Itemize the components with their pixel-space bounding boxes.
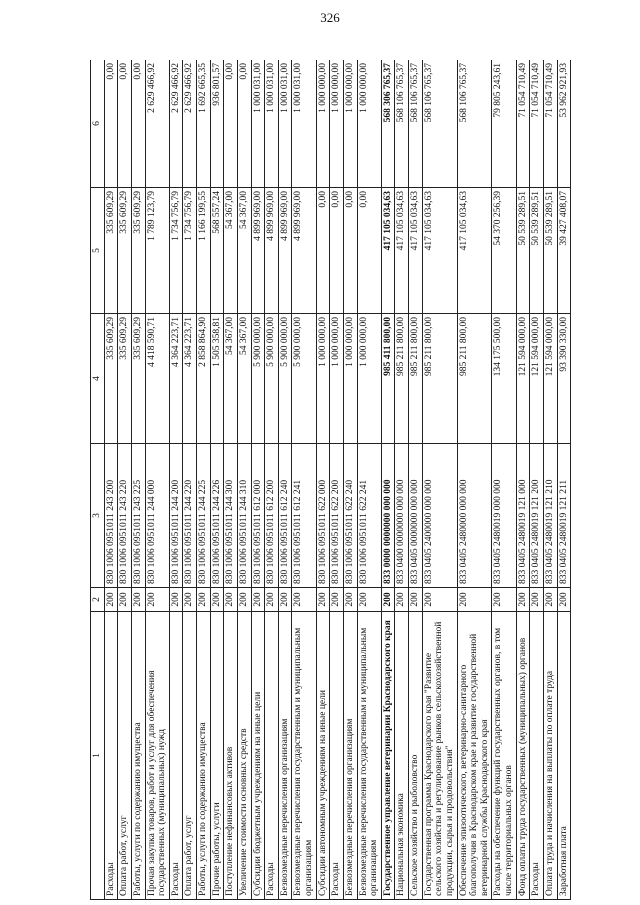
row-ved-cell: 200 <box>330 588 344 612</box>
row-amount-col6: 0,00 <box>131 60 145 188</box>
table-row <box>330 60 344 900</box>
row-amount-col4: 1 000 000,00 <box>343 314 357 444</box>
row-amount-col4: 2 858 864,90 <box>197 314 211 444</box>
row-name-cell: Прочие работы, услуги <box>210 612 224 900</box>
row-code-cell: 830 1006 0951011 612 200 <box>265 444 279 588</box>
row-amount-col6: 1 692 665,35 <box>197 60 211 188</box>
table-row <box>357 60 381 900</box>
table-row <box>422 60 457 900</box>
row-ved-cell: 200 <box>316 588 330 612</box>
row-code-cell: 830 1006 0951011 612 240 <box>278 444 292 588</box>
row-name-cell: Государственное управление ветеринарии Краснодарского края <box>381 612 395 900</box>
row-amount-col5: 568 557,24 <box>210 188 224 314</box>
row-amount-col6: 568 106 765,37 <box>395 60 409 188</box>
row-amount-col6: 1 000 000,00 <box>330 60 344 188</box>
row-amount-col5: 0,00 <box>330 188 344 314</box>
row-amount-col4: 985 211 800,00 <box>395 314 409 444</box>
row-amount-col6: 0,00 <box>118 60 132 188</box>
row-amount-col6: 1 000 031,00 <box>251 60 265 188</box>
row-amount-col4: 1 505 358,81 <box>210 314 224 444</box>
row-ved-cell: 200 <box>145 588 169 612</box>
row-name-cell: Безвозмездные перечисления государственным и муниципальным организациям <box>357 612 381 900</box>
row-amount-col5: 50 539 289,51 <box>543 188 557 314</box>
row-code-cell: 833 0405 2480000 000 000 <box>457 444 492 588</box>
row-code-cell: 830 1006 0951011 612 241 <box>292 444 316 588</box>
table-row <box>145 60 169 900</box>
row-ved-cell: 200 <box>557 588 571 612</box>
row-amount-col4: 54 367,00 <box>237 314 251 444</box>
row-amount-col4: 5 900 000,00 <box>265 314 279 444</box>
row-name-cell: Расходы на обеспечение функций государственных органов, в том числе территориальных органов <box>492 612 516 900</box>
rotated-table-container <box>90 60 610 900</box>
row-amount-col4: 4 364 223,71 <box>169 314 183 444</box>
row-ved-cell: 200 <box>422 588 457 612</box>
row-amount-col5: 1 734 756,79 <box>169 188 183 314</box>
row-ved-cell: 200 <box>516 588 530 612</box>
row-name-cell: Расходы <box>530 612 544 900</box>
table-row <box>557 60 571 900</box>
row-amount-col6: 2 629 466,92 <box>145 60 169 188</box>
header-col-1: 1 <box>91 612 105 900</box>
table-row <box>210 60 224 900</box>
row-ved-cell: 200 <box>118 588 132 612</box>
row-name-cell: Субсидии бюджетным учреждениям на иные цели <box>251 612 265 900</box>
rotated-table <box>90 60 610 900</box>
row-ved-cell: 200 <box>237 588 251 612</box>
row-amount-col6: 1 000 031,00 <box>278 60 292 188</box>
row-name-cell: Расходы <box>104 612 118 900</box>
row-amount-col5: 0,00 <box>357 188 381 314</box>
row-code-cell: 833 0405 2480019 121 200 <box>530 444 544 588</box>
header-col-3: 3 <box>91 444 105 588</box>
row-name-cell: Оплата работ, услуг <box>118 612 132 900</box>
row-amount-col4: 121 594 000,00 <box>516 314 530 444</box>
row-amount-col4: 54 367,00 <box>224 314 238 444</box>
row-ved-cell: 200 <box>395 588 409 612</box>
row-ved-cell: 200 <box>530 588 544 612</box>
table-row <box>409 60 423 900</box>
table-row <box>224 60 238 900</box>
table-row <box>265 60 279 900</box>
row-amount-col5: 335 609,29 <box>131 188 145 314</box>
row-amount-col5: 335 609,29 <box>118 188 132 314</box>
row-amount-col5: 1 789 123,79 <box>145 188 169 314</box>
row-code-cell: 830 1006 0951011 622 000 <box>316 444 330 588</box>
row-code-cell: 830 1006 0951011 244 220 <box>183 444 197 588</box>
row-amount-col5: 417 105 034,63 <box>395 188 409 314</box>
row-amount-col4: 93 390 330,00 <box>557 314 571 444</box>
row-amount-col5: 4 899 969,00 <box>292 188 316 314</box>
row-code-cell: 830 1006 0951011 243 200 <box>104 444 118 588</box>
row-name-cell: Субсидии автономным учреждениям на иные цели <box>316 612 330 900</box>
row-amount-col4: 1 000 000,00 <box>357 314 381 444</box>
row-code-cell: 830 1006 0951011 244 200 <box>169 444 183 588</box>
row-name-cell: Государственная программа Краснодарского края "Развитие сельского хозяйства и регулирование рынков сельскохозяйственной продукции, сырья и продовольствия" <box>422 612 457 900</box>
table-row <box>530 60 544 900</box>
row-ved-cell: 200 <box>265 588 279 612</box>
row-amount-col5: 4 899 969,00 <box>278 188 292 314</box>
row-name-cell: Обеспечение эпизоотического, ветеринарно-санитарного благополучия в Краснодарском крае и развитие государственной ветеринарной службы Краснодарского края <box>457 612 492 900</box>
row-amount-col6: 71 054 710,49 <box>516 60 530 188</box>
row-amount-col6: 1 000 031,00 <box>292 60 316 188</box>
row-name-cell: Работы, услуги по содержанию имущества <box>197 612 211 900</box>
row-amount-col5: 417 105 034,63 <box>409 188 423 314</box>
row-ved-cell: 200 <box>409 588 423 612</box>
row-amount-col6: 0,00 <box>224 60 238 188</box>
row-code-cell: 830 1006 0951011 622 241 <box>357 444 381 588</box>
row-name-cell: Безвозмездные перечисления организациям <box>278 612 292 900</box>
row-name-cell: Безвозмездные перечисления государственным и муниципальным организациям <box>292 612 316 900</box>
row-ved-cell: 200 <box>197 588 211 612</box>
table-row <box>395 60 409 900</box>
table-row <box>197 60 211 900</box>
header-col-4: 4 <box>91 314 105 444</box>
row-amount-col4: 121 594 000,00 <box>530 314 544 444</box>
row-amount-col4: 5 900 000,00 <box>292 314 316 444</box>
row-amount-col6: 2 629 466,92 <box>183 60 197 188</box>
row-amount-col6: 0,00 <box>104 60 118 188</box>
table-row <box>492 60 516 900</box>
table-row <box>237 60 251 900</box>
row-amount-col5: 50 539 289,51 <box>516 188 530 314</box>
row-amount-col6: 568 106 765,37 <box>409 60 423 188</box>
budget-table <box>90 60 571 900</box>
row-ved-cell: 200 <box>224 588 238 612</box>
table-row <box>292 60 316 900</box>
row-amount-col6: 568 106 765,37 <box>422 60 457 188</box>
row-name-cell: Национальная экономика <box>395 612 409 900</box>
row-code-cell: 833 0405 2480019 121 211 <box>557 444 571 588</box>
row-amount-col4: 335 609,29 <box>104 314 118 444</box>
table-row <box>543 60 557 900</box>
row-amount-col5: 54 370 256,39 <box>492 188 516 314</box>
table-row <box>131 60 145 900</box>
row-amount-col6: 1 000 000,00 <box>357 60 381 188</box>
row-amount-col5: 50 539 289,51 <box>530 188 544 314</box>
table-row <box>118 60 132 900</box>
row-amount-col6: 71 054 710,49 <box>530 60 544 188</box>
row-code-cell: 830 1006 0951011 244 300 <box>224 444 238 588</box>
header-col-2: 2 <box>91 588 105 612</box>
row-code-cell: 830 1006 0951011 244 226 <box>210 444 224 588</box>
row-amount-col6: 936 801,57 <box>210 60 224 188</box>
row-amount-col5: 4 899 969,00 <box>265 188 279 314</box>
row-amount-col5: 335 609,29 <box>104 188 118 314</box>
row-ved-cell: 200 <box>292 588 316 612</box>
row-amount-col4: 4 418 590,71 <box>145 314 169 444</box>
row-ved-cell: 200 <box>381 588 395 612</box>
row-name-cell: Оплата работ, услуг <box>183 612 197 900</box>
row-amount-col6: 79 805 243,61 <box>492 60 516 188</box>
row-amount-col5: 4 899 969,00 <box>251 188 265 314</box>
row-ved-cell: 200 <box>131 588 145 612</box>
row-code-cell: 833 0405 2480019 121 000 <box>516 444 530 588</box>
row-amount-col4: 134 175 500,00 <box>492 314 516 444</box>
row-code-cell: 830 1006 0951011 612 000 <box>251 444 265 588</box>
row-name-cell: Расходы <box>169 612 183 900</box>
row-name-cell: Увеличение стоимости основных средств <box>237 612 251 900</box>
row-amount-col6: 568 106 765,37 <box>457 60 492 188</box>
row-amount-col6: 2 629 466,92 <box>169 60 183 188</box>
row-code-cell: 833 0405 2400000 000 000 <box>422 444 457 588</box>
row-name-cell: Фонд оплаты труда государственных (муниципальных) органов <box>516 612 530 900</box>
row-ved-cell: 200 <box>278 588 292 612</box>
row-name-cell: Поступление нефинансовых активов <box>224 612 238 900</box>
row-amount-col4: 5 900 000,00 <box>278 314 292 444</box>
row-amount-col5: 1 734 756,79 <box>183 188 197 314</box>
row-ved-cell: 200 <box>251 588 265 612</box>
row-amount-col6: 1 000 031,00 <box>265 60 279 188</box>
row-amount-col4: 985 211 800,00 <box>409 314 423 444</box>
row-amount-col6: 53 962 921,93 <box>557 60 571 188</box>
row-ved-cell: 200 <box>457 588 492 612</box>
header-col-5: 5 <box>91 188 105 314</box>
row-amount-col4: 985 411 800,00 <box>381 314 395 444</box>
row-amount-col6: 0,00 <box>237 60 251 188</box>
table-row <box>343 60 357 900</box>
row-amount-col6: 1 000 000,00 <box>316 60 330 188</box>
row-code-cell: 830 1006 0951011 622 240 <box>343 444 357 588</box>
table-row <box>183 60 197 900</box>
row-code-cell: 833 0400 0000000 000 000 <box>395 444 409 588</box>
row-amount-col5: 54 367,00 <box>224 188 238 314</box>
row-ved-cell: 200 <box>357 588 381 612</box>
table-header-row <box>91 60 105 900</box>
row-name-cell: Прочая закупка товаров, работ и услуг для обеспечения государственных (муниципальных) нужд <box>145 612 169 900</box>
row-amount-col5: 417 105 034,63 <box>381 188 395 314</box>
table-row <box>104 60 118 900</box>
row-code-cell: 833 0000 0000000 000 000 <box>381 444 395 588</box>
row-ved-cell: 200 <box>343 588 357 612</box>
row-name-cell: Заработная плата <box>557 612 571 900</box>
row-ved-cell: 200 <box>169 588 183 612</box>
table-body <box>104 60 571 900</box>
row-amount-col4: 1 000 000,00 <box>330 314 344 444</box>
row-code-cell: 830 1006 0951011 243 225 <box>131 444 145 588</box>
row-amount-col4: 4 364 223,71 <box>183 314 197 444</box>
table-row <box>457 60 492 900</box>
row-amount-col5: 0,00 <box>343 188 357 314</box>
table-row <box>169 60 183 900</box>
row-amount-col5: 0,00 <box>316 188 330 314</box>
row-amount-col4: 1 000 000,00 <box>316 314 330 444</box>
table-row <box>278 60 292 900</box>
row-name-cell: Сельское хозяйство и рыболовство <box>409 612 423 900</box>
row-name-cell: Расходы <box>265 612 279 900</box>
row-amount-col5: 1 166 199,55 <box>197 188 211 314</box>
row-name-cell: Расходы <box>330 612 344 900</box>
row-code-cell: 830 1006 0951011 622 200 <box>330 444 344 588</box>
row-amount-col4: 335 609,29 <box>131 314 145 444</box>
table-row <box>381 60 395 900</box>
row-amount-col4: 985 211 800,00 <box>422 314 457 444</box>
row-code-cell: 830 1006 0951011 243 220 <box>118 444 132 588</box>
row-code-cell: 833 0405 2480019 000 000 <box>492 444 516 588</box>
row-code-cell: 830 1006 0951011 244 310 <box>237 444 251 588</box>
row-code-cell: 830 1006 0951011 244 225 <box>197 444 211 588</box>
row-code-cell: 833 0405 0000000 000 000 <box>409 444 423 588</box>
row-amount-col6: 1 000 000,00 <box>343 60 357 188</box>
row-ved-cell: 200 <box>492 588 516 612</box>
row-amount-col5: 54 367,00 <box>237 188 251 314</box>
header-col-6: 6 <box>91 60 105 188</box>
page-number: 326 <box>320 10 340 25</box>
row-name-cell: Оплата труда и начисления на выплаты по оплате труда <box>543 612 557 900</box>
row-amount-col5: 39 427 408,07 <box>557 188 571 314</box>
table-row <box>251 60 265 900</box>
row-code-cell: 833 0405 2480019 121 210 <box>543 444 557 588</box>
row-ved-cell: 200 <box>210 588 224 612</box>
row-amount-col4: 985 211 800,00 <box>457 314 492 444</box>
row-code-cell: 830 1006 0951011 244 000 <box>145 444 169 588</box>
table-row <box>516 60 530 900</box>
row-amount-col4: 5 900 000,00 <box>251 314 265 444</box>
row-amount-col6: 568 306 765,37 <box>381 60 395 188</box>
row-amount-col4: 335 609,29 <box>118 314 132 444</box>
row-name-cell: Работы, услуги по содержанию имущества <box>131 612 145 900</box>
row-amount-col5: 417 105 034,63 <box>422 188 457 314</box>
row-ved-cell: 200 <box>104 588 118 612</box>
row-amount-col5: 417 105 034,63 <box>457 188 492 314</box>
row-ved-cell: 200 <box>543 588 557 612</box>
row-amount-col6: 71 054 710,49 <box>543 60 557 188</box>
row-ved-cell: 200 <box>183 588 197 612</box>
table-row <box>316 60 330 900</box>
row-name-cell: Безвозмездные перечисления организациям <box>343 612 357 900</box>
row-amount-col4: 121 594 000,00 <box>543 314 557 444</box>
